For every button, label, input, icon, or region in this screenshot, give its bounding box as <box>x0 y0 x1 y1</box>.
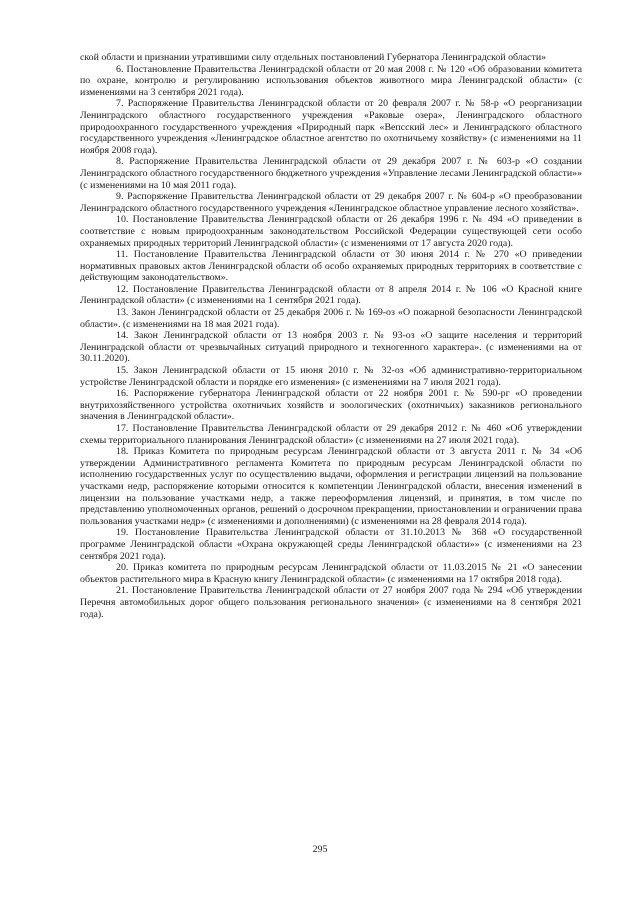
paragraph-item-18: 18. Приказ Комитета по природным ресурсам Ленинградской области от 3 августа 2011 г. № 34 «Об утверждении Административного регламента Комитета по природным ресурсам Ленинградской области по исполнению государственных услуг по осуществлению выдачи, оформления и регистрации лицензий на пользование участками недр, распоряжение которыми относится к компетенции Ленинградской области, внесения изменений в лицензии на пользование участками недр, а также переоформления лицензий, и принятия, в том числе по представлению уполномоченных органов, решений о досрочном прекращении, приостановлении и ограничении права пользования участками недр» (с изменениями и дополнениями) (с изменениями на 28 февраля 2014 года). <box>80 446 582 527</box>
paragraph-item-13: 13. Закон Ленинградской области от 25 декабря 2006 г. № 169-оз «О пожарной безопасности Ленинградской области». (с изменениями на 18 мая 2021 года). <box>80 307 582 330</box>
paragraph-item-6: 6. Постановление Правительства Ленинградской области от 20 мая 2008 г. № 120 «Об образовании комитета по охране, контролю и регулированию использования объектов животного мира Ленинградской области» (с изменениями на 3 сентября 2021 года). <box>80 63 582 98</box>
paragraph-item-14: 14. Закон Ленинградской области от 13 ноября 2003 г. № 93-оз «О защите населения и территорий Ленинградской области от чрезвычайных ситуаций природного и техногенного характера». (с изменениями на от 30.11.2020). <box>80 330 582 365</box>
paragraph-item-12: 12. Постановление Правительства Ленинградской области от 8 апреля 2014 г. № 106 «О Красной книге Ленинградской области» (с изменениями на 1 сентября 2021 года). <box>80 283 582 307</box>
paragraph-item-11: 11. Постановление Правительства Ленинградской области от 30 июня 2014 г. № 270 «О приведении нормативных правовых актов Ленинградской области об особо охраняемых природных территориях в соответствие с действующим законодательством». <box>80 249 582 284</box>
paragraph-item-16: 16. Распоряжение губернатора Ленинградской области от 22 ноября 2001 г. № 590-рг «О проведении внутрихозяйственного устройства охотничьих хозяйств и зоологических (охотничьих) заказников регионального значения в Ленинградской области». <box>80 388 582 423</box>
paragraph-item-7: 7. Распоряжение Правительства Ленинградской области от 20 февраля 2007 г. № 58-р «О реорганизации Ленинградского областного государственного учреждения «Раковые озера», Ленинградского областного природоохранного государственного учреждения «Природный парк «Вепсский лес» и Ленинградского областного государственного учреждения «Ленинградское областное агентство по охотничьему хозяйству» (с изменениями на 11 ноября 2008 года). <box>80 98 582 156</box>
paragraph-item-9: 9. Распоряжение Правительства Ленинградской области от 29 декабря 2007 г. № 604-р «О преобразовании Ленинградского областного государственного учреждения «Ленинградское областное управление лесного хозяйства». <box>80 191 582 214</box>
paragraph-item-21: 21. Постановление Правительства Ленинградской области от 27 ноября 2007 года № 294 «Об утверждении Перечня автомобильных дорог общего пользования регионального значения» (с изменениями на 8 сентября 2021 года). <box>80 585 582 620</box>
paragraph-item-15: 15. Закон Ленинградской области от 15 июня 2010 г. № 32-оз «Об административно-территориальном устройстве Ленинградской области и порядке его изменения» (с изменениями на 7 июля 2021 года). <box>80 365 582 388</box>
page-number: 295 <box>312 844 328 855</box>
document-body <box>80 52 582 620</box>
paragraph-item-20: 20. Приказ комитета по природным ресурсам Ленинградской области от 11.03.2015 № 21 «О занесении объектов растительного мира в Красную книгу Ленинградской области» (с изменениями на 17 октября 2018 года). <box>80 562 582 585</box>
paragraph-item-10: 10. Постановление Правительства Ленинградской области от 26 декабря 1996 г. № 494 «О приведении в соответствие с новым природоохранным законодательством Российской Федерации существующей сети особо охраняемых природных территорий Ленинградской области» (с изменениями от 17 августа 2020 года). <box>80 214 582 249</box>
paragraph-item-17: 17. Постановление Правительства Ленинградской области от 29 декабря 2012 г. № 460 «Об утверждении схемы территориального планирования Ленинградской области» (с изменениями на 27 июля 2021 года). <box>80 423 582 446</box>
paragraph-item-19: 19. Постановление Правительства Ленинградской области от 31.10.2013 № 368 «О государственной программе Ленинградской области «Охрана окружающей среды Ленинградской области»» (с изменениями на 23 сентября 2021 года). <box>80 527 582 562</box>
paragraph-item-8: 8. Распоряжение Правительства Ленинградской области от 29 декабря 2007 г. № 603-р «О создании Ленинградского областного государственного бюджетного учреждения «Управление лесами Ленинградской области»» (с изменениями на 10 мая 2011 года). <box>80 156 582 191</box>
paragraph-continuation: ской области и признании утратившими силу отдельных постановлений Губернатора Ленинградской области» <box>80 52 547 63</box>
